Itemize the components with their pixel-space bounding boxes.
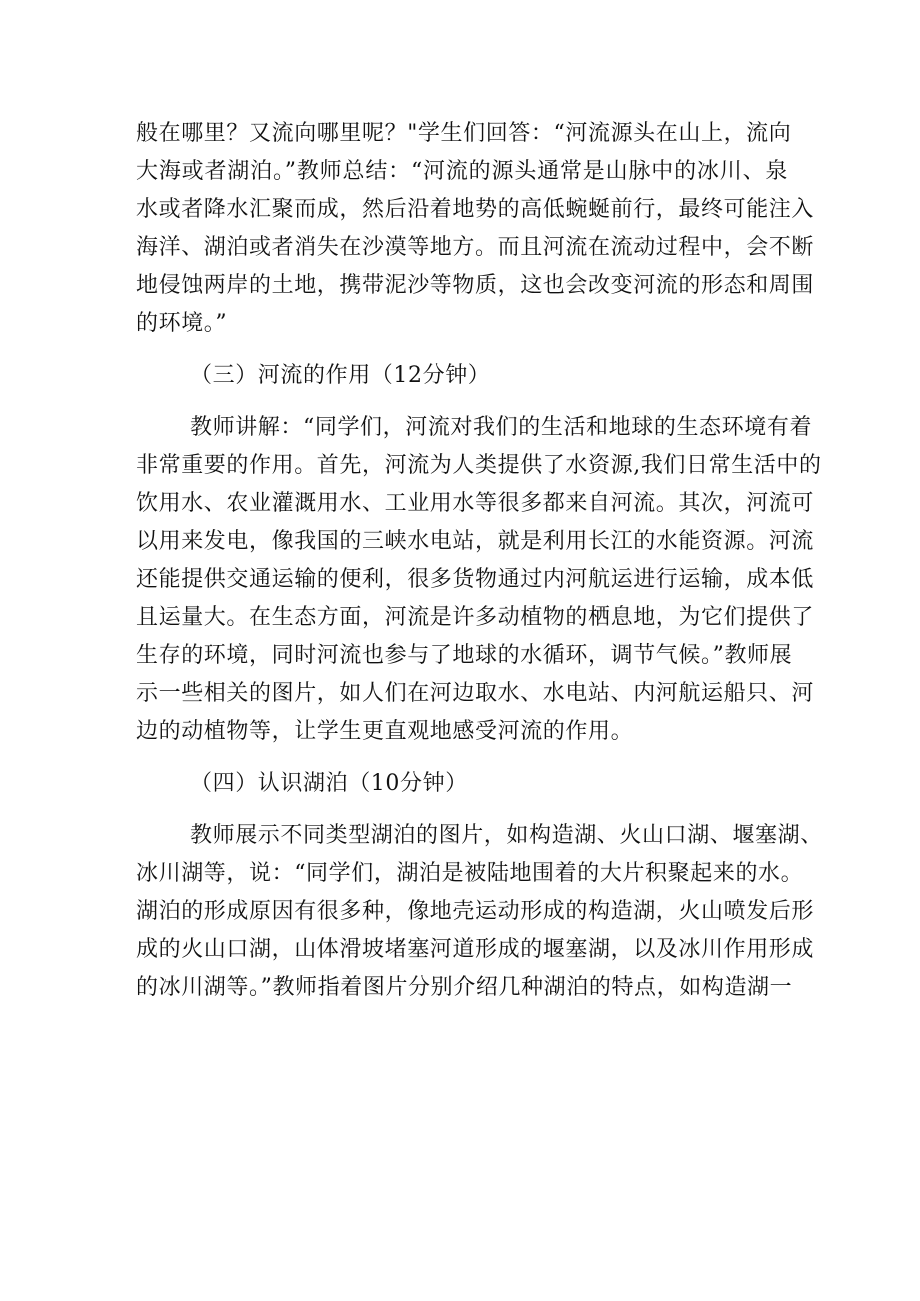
text-line: 非常重要的作用。首先，河流为人类提供了水资源,我们日常生活中的	[136, 453, 822, 478]
text-line: 般在哪里？又流向哪里呢？"学生们回答：“河流源头在山上，流向	[136, 121, 792, 146]
text-line: 教师讲解：“同学们，河流对我们的生活和地球的生态环境有着	[190, 415, 813, 440]
document-body	[136, 115, 823, 1007]
text-line: 冰川湖等，说：“同学们，湖泊是被陆地围着的大片积聚起来的水。	[136, 861, 804, 886]
paragraph-river-source	[136, 115, 815, 343]
text-line: 生存的环境，同时河流也参与了地球的水循环，调节气候。”教师展	[136, 643, 793, 668]
text-line: 的冰川湖等。”教师指着图片分别介绍几种湖泊的特点，如构造湖一	[136, 975, 793, 1000]
text-line: 地侵蚀两岸的土地，携带泥沙等物质，这也会改变河流的形态和周围	[136, 273, 815, 298]
section-heading-river-function: （三）河流的作用（12分钟）	[190, 363, 491, 388]
paragraph-river-function	[136, 409, 822, 751]
text-line: 大海或者湖泊。”教师总结：“河流的源头通常是山脉中的冰川、泉	[136, 159, 788, 184]
text-line: 饮用水、农业灌溉用水、工业用水等很多都来自河流。其次，河流可	[136, 491, 815, 516]
paragraph-lakes	[136, 817, 823, 1007]
text-line: 湖泊的形成原因有很多种，像地壳运动形成的构造湖，火山喷发后形	[136, 899, 815, 924]
text-line: 成的火山口湖，山体滑坡堵塞河道形成的堰塞湖，以及冰川作用形成	[136, 937, 815, 962]
text-line: 的环境。”	[136, 311, 228, 336]
text-line: 且运量大。在生态方面，河流是许多动植物的栖息地，为它们提供了	[136, 605, 815, 630]
section-heading-lakes: （四）认识湖泊（10分钟）	[190, 771, 468, 796]
text-line: 边的动植物等，让学生更直观地感受河流的作用。	[136, 719, 634, 744]
text-line: 还能提供交通运输的便利，很多货物通过内河航运进行运输，成本低	[136, 567, 815, 592]
text-line: 示一些相关的图片，如人们在河边取水、水电站、内河航运船只、河	[136, 681, 815, 706]
text-line: 海洋、湖泊或者消失在沙漠等地方。而且河流在流动过程中，会不断	[136, 235, 815, 260]
text-line: 水或者降水汇聚而成，然后沿着地势的高低蜿蜒前行，最终可能注入	[136, 197, 815, 222]
text-line: 教师展示不同类型湖泊的图片，如构造湖、火山口湖、堰塞湖、	[190, 823, 823, 848]
text-line: 以用来发电，像我国的三峡水电站，就是利用长江的水能资源。河流	[136, 529, 815, 554]
